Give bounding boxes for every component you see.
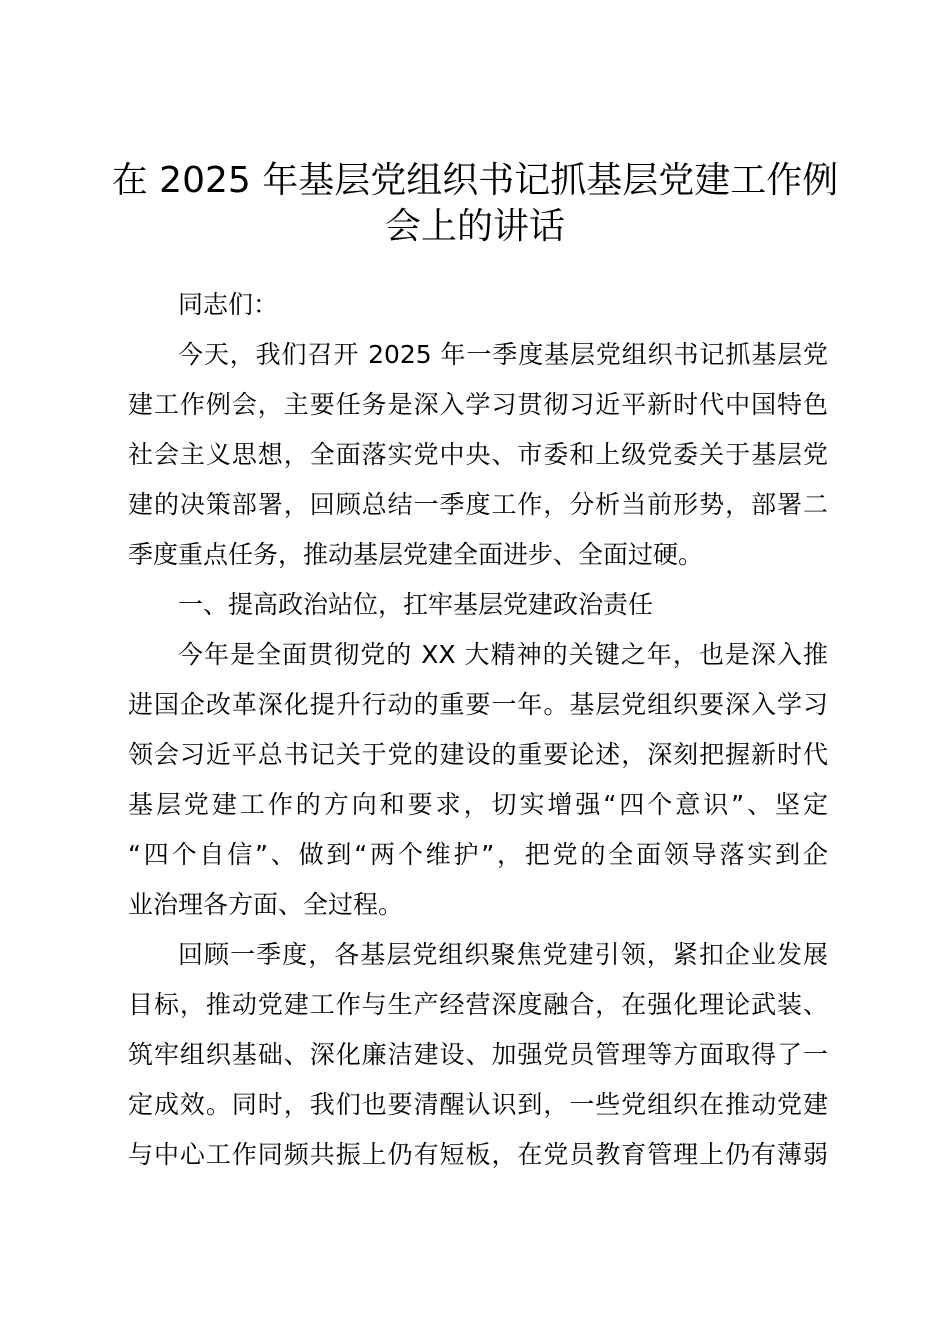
paragraph-3 [128,930,828,1180]
paragraph-line: 与中心工作同频共振上仍有短板，在党员教育管理上仍有薄弱 [128,1140,828,1169]
document-body [128,280,828,1180]
paragraph-line: 目标，推动党建工作与生产经营深度融合，在强化理论武装、 [128,990,828,1019]
title-line-2: 会上的讲话 [384,206,565,247]
paragraph-line: 业治理各方面、全过程。 [128,890,404,919]
paragraph-line: “四个自信”、做到“两个维护”，把党的全面领导落实到企 [128,840,828,869]
paragraph-1 [128,330,828,580]
paragraph-line: 回顾一季度，各基层党组织聚焦党建引领，紧扣企业发展 [178,940,828,969]
paragraph-line: 筑牢组织基础、深化廉洁建设、加强党员管理等方面取得了一 [128,1040,828,1069]
paragraph-line: 季度重点任务，推动基层党建全面进步、全面过硬。 [128,540,704,569]
paragraph-line: 今年是全面贯彻党的 XX 大精神的关键之年，也是深入推 [178,640,828,669]
paragraph-line: 今天，我们召开 2025 年一季度基层党组织书记抓基层党 [178,340,828,369]
document-title [110,158,840,250]
greeting: 同志们： [178,290,279,319]
paragraph-line: 定成效。同时，我们也要清醒认识到，一些党组织在推动党建 [128,1090,828,1119]
paragraph-line: 进国企改革深化提升行动的重要一年。基层党组织要深入学习 [128,690,828,719]
paragraph-2 [128,630,828,930]
title-line-1: 在 2025 年基层党组织书记抓基层党建工作例 [111,160,839,201]
paragraph-line: 领会习近平总书记关于党的建设的重要论述，深刻把握新时代 [128,740,828,769]
section-heading-1: 一、提高政治站位，扛牢基层党建政治责任 [178,590,654,619]
paragraph-line: 建的决策部署，回顾总结一季度工作，分析当前形势，部署二 [128,490,828,519]
paragraph-line: 建工作例会，主要任务是深入学习贯彻习近平新时代中国特色 [128,390,828,419]
paragraph-line: 基层党建工作的方向和要求，切实增强“四个意识”、坚定 [128,790,828,819]
paragraph-line: 社会主义思想，全面落实党中央、市委和上级党委关于基层党 [128,440,828,469]
